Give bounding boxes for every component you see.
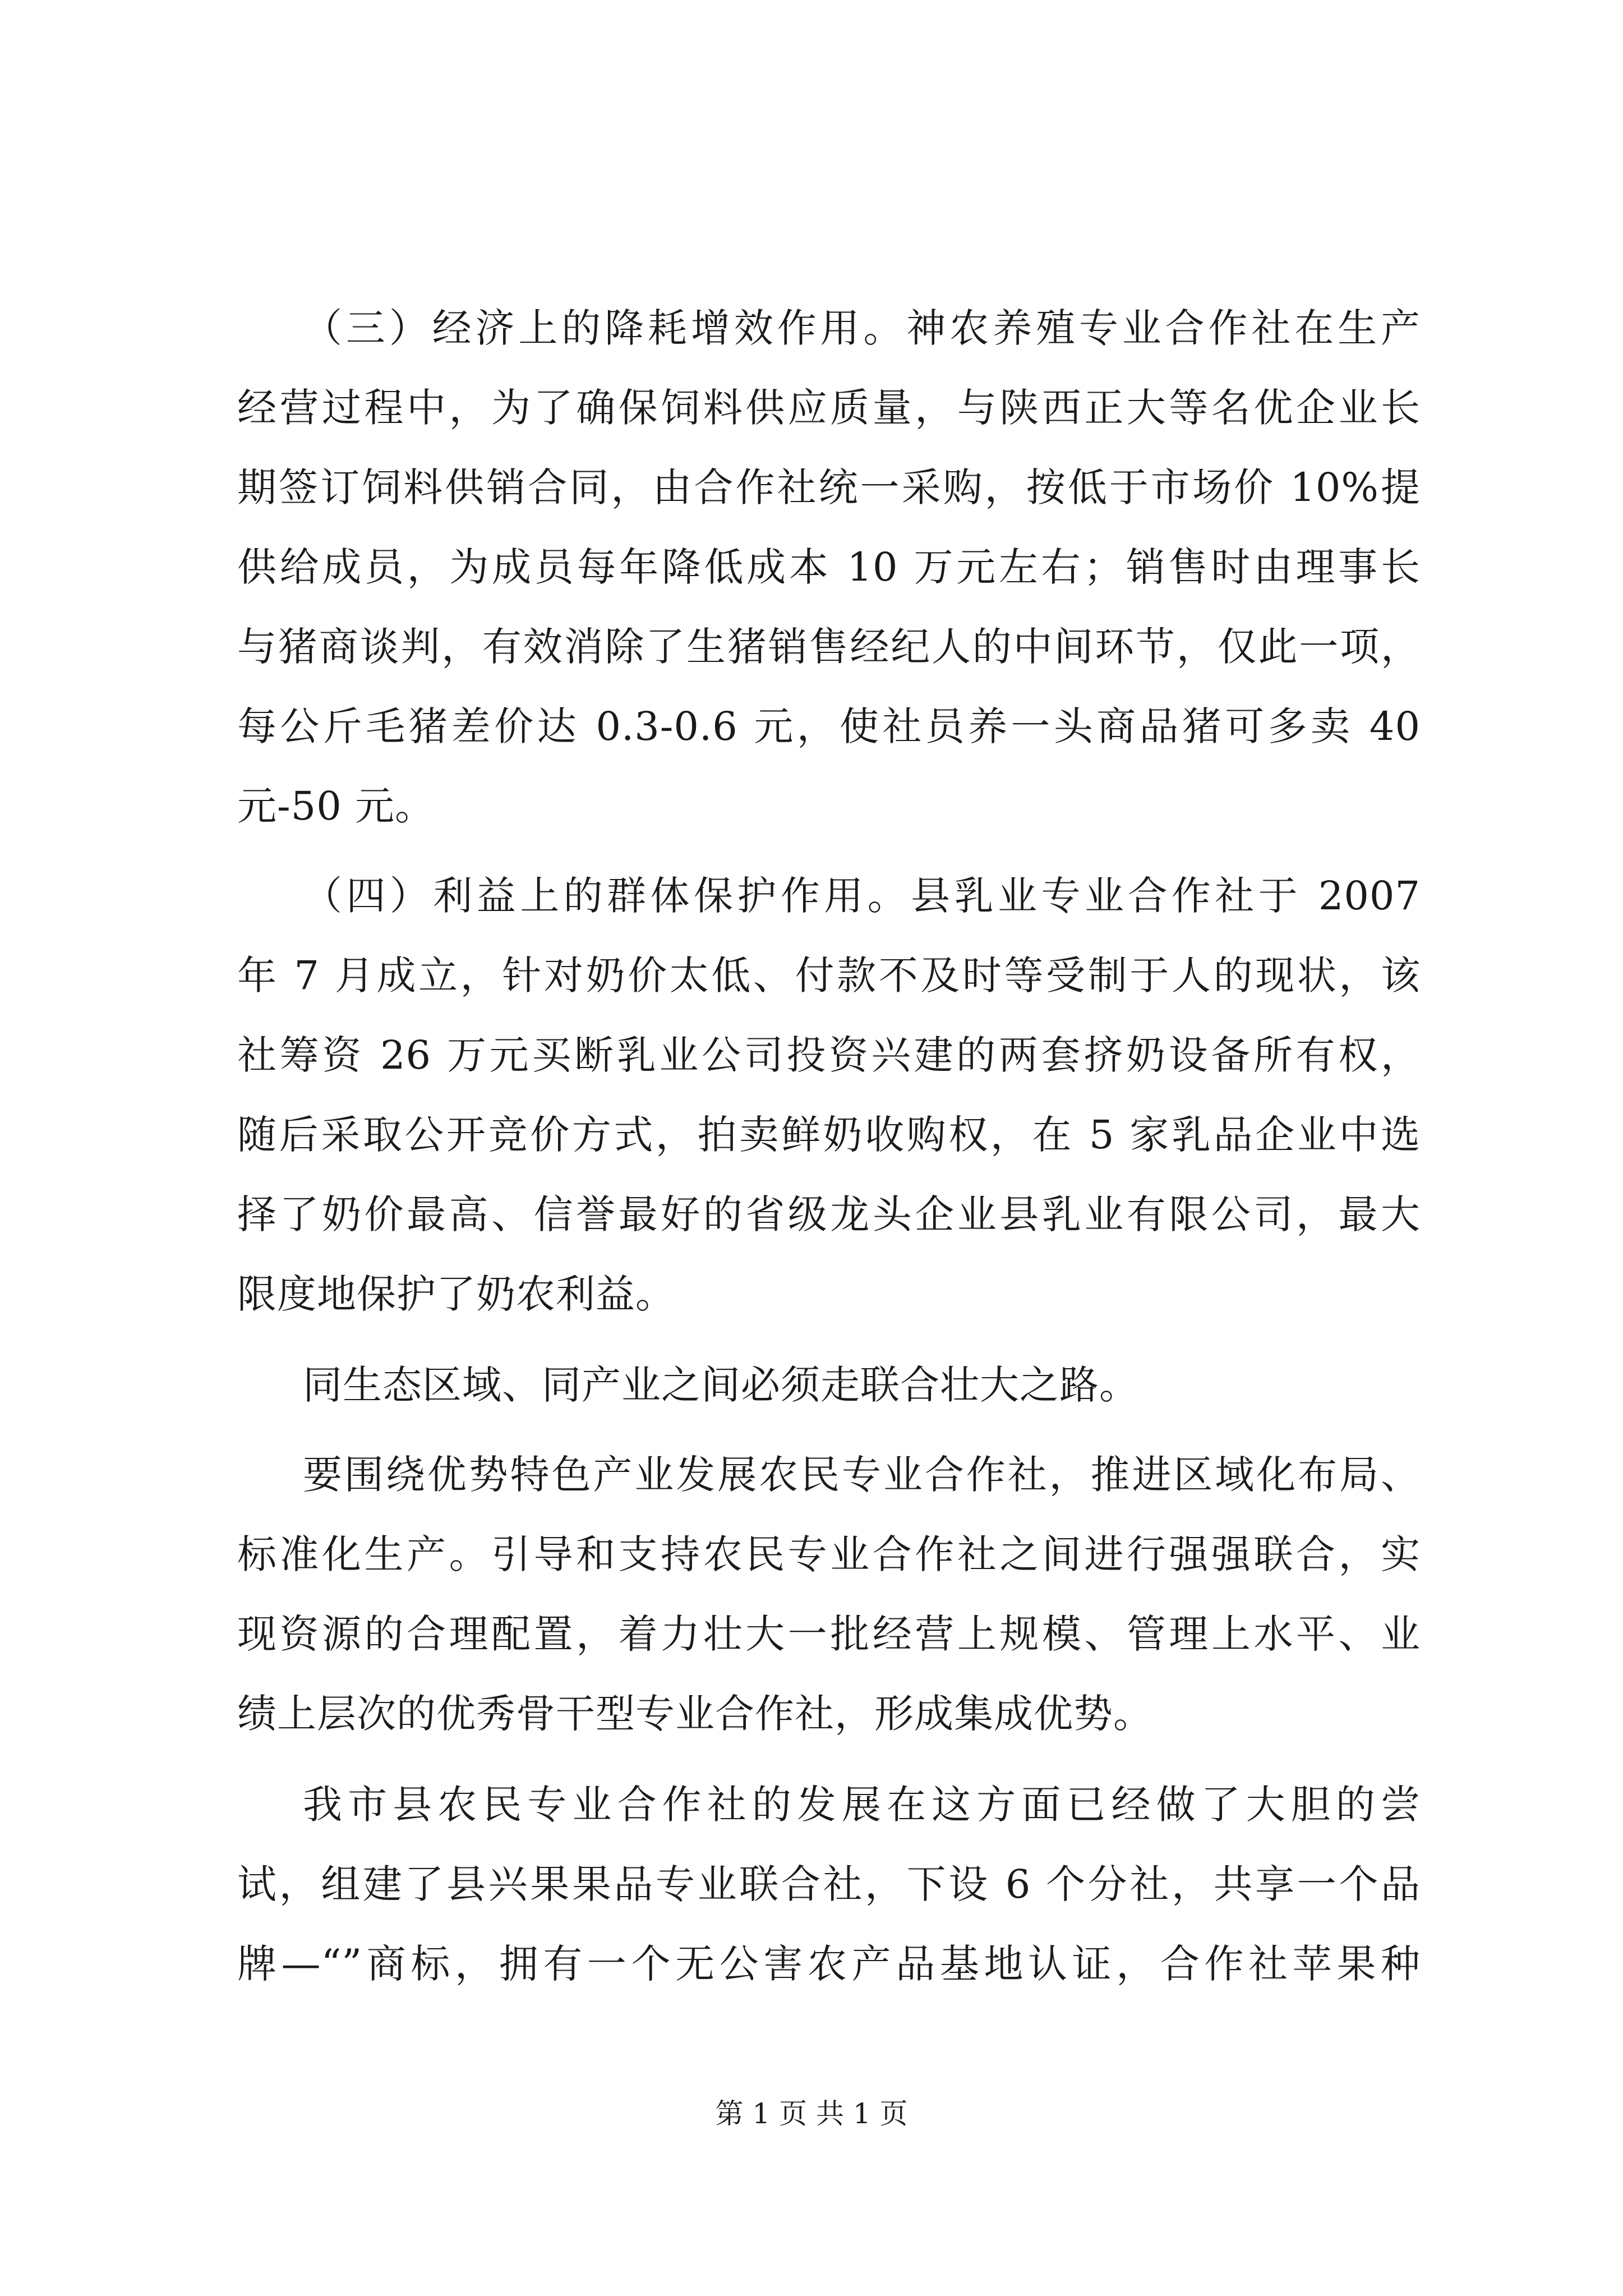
paragraph-4-line-2: 标准化生产。引导和支持农民专业合作社之间进行强强联合，实 [237,1531,1421,1577]
page-number-footer: 第 1 页 共 1 页 [715,2097,908,2130]
paragraph-1-line-4: 供给成员，为成员每年降低成本 10 万元左右；销售时由理事长 [237,544,1421,590]
paragraph-2-line-4: 随后采取公开竞价方式，拍卖鲜奶收购权，在 5 家乳品企业中选 [237,1112,1421,1158]
paragraph-1-line-5: 与猪商谈判，有效消除了生猪销售经纪人的中间环节，仅此一项， [237,624,1421,670]
paragraph-5-line-1: 我市县农民专业合作社的发展在这方面已经做了大胆的尝 [303,1782,1421,1828]
paragraph-1-line-2: 经营过程中，为了确保饲料供应质量，与陕西正大等名优企业长 [237,385,1421,431]
paragraph-2-line-5: 择了奶价最高、信誉最好的省级龙头企业县乳业有限公司，最大 [237,1191,1421,1237]
paragraph-1-line-3: 期签订饲料供销合同，由合作社统一采购，按低于市场价 10%提 [237,464,1421,510]
paragraph-5-line-3: 牌—“”商标，拥有一个无公害农产品基地认证，合作社苹果种 [237,1941,1421,1987]
paragraph-4-line-3: 现资源的合理配置，着力壮大一批经营上规模、管理上水平、业 [237,1611,1421,1657]
paragraph-2-line-3: 社筹资 26 万元买断乳业公司投资兴建的两套挤奶设备所有权， [237,1032,1421,1078]
paragraph-1-line-1: （三）经济上的降耗增效作用。神农养殖专业合作社在生产 [303,305,1421,351]
paragraph-1-line-6: 每公斤毛猪差价达 0.3-0.6 元，使社员养一头商品猪可多卖 40 [237,703,1421,749]
paragraph-1-line-7: 元-50 元。 [237,783,435,829]
paragraph-2-line-1: （四）利益上的群体保护作用。县乳业专业合作社于 2007 [303,873,1421,919]
paragraph-4-line-1: 要围绕优势特色产业发展农民专业合作社，推进区域化布局、 [303,1452,1421,1498]
paragraph-2-line-2: 年 7 月成立，针对奶价太低、付款不及时等受制于人的现状，该 [237,953,1421,999]
paragraph-4-line-4: 绩上层次的优秀骨干型专业合作社，形成集成优势。 [237,1691,1153,1737]
paragraph-5-line-2: 试，组建了县兴果果品专业联合社，下设 6 个分社，共享一个品 [237,1861,1421,1907]
paragraph-2-line-6: 限度地保护了奶农利益。 [237,1271,675,1317]
paragraph-3-line-1: 同生态区域、同产业之间必须走联合壮大之路。 [303,1362,1139,1408]
